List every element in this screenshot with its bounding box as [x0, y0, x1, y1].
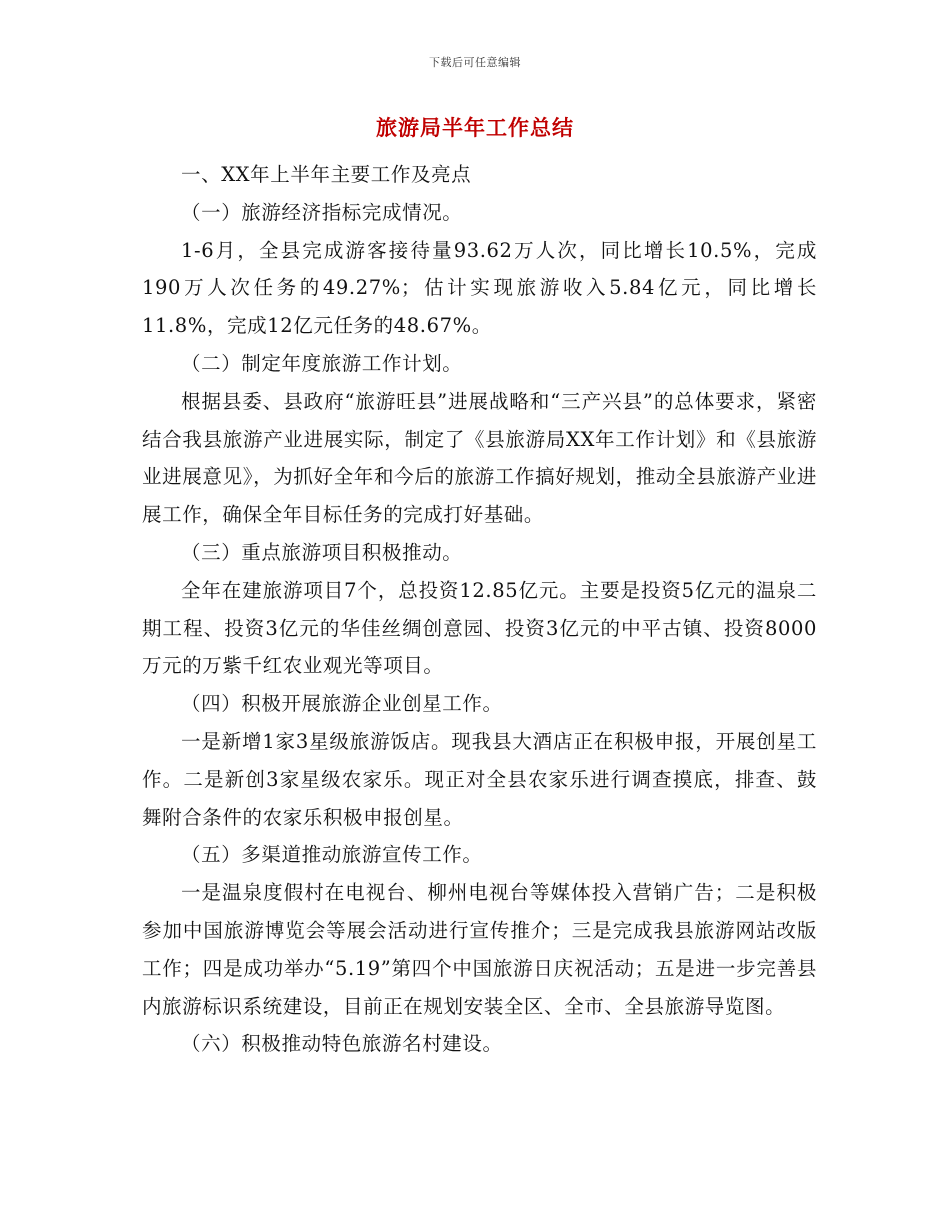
body-paragraph: 根据县委、县政府“旅游旺县”进展战略和“三产兴县”的总体要求，紧密结合我县旅游产业进展实际，制定了《县旅游局XX年工作计划》和《县旅游业进展意见》，为抓好全年和今后的旅游工作搞好规划，推动全县旅游产业进展工作，确保全年目标任务的完成打好基础。: [142, 389, 817, 527]
body-paragraph: 1-6月，全县完成游客接待量93.62万人次，同比增长10.5%，完成190万人次任务的49.27%；估计实现旅游收入5.84亿元，同比增长11.8%，完成12亿元任务的48.67%。: [142, 238, 817, 338]
subsection-heading: （六）积极推动特色旅游名村建设。: [181, 1032, 503, 1056]
document-body: [142, 156, 817, 1063]
body-paragraph: 全年在建旅游项目7个，总投资12.85亿元。主要是投资5亿元的温泉二期工程、投资3亿元的华佳丝绸创意园、投资3亿元的中平古镇、投资8000万元的万紫千红农业观光等项目。: [142, 578, 817, 678]
subsection-heading: （二）制定年度旅游工作计划。: [181, 351, 463, 375]
body-paragraph: 一是新增1家3星级旅游饭店。现我县大酒店正在积极申报，开展创星工作。二是新创3家星级农家乐。现正对全县农家乐进行调查摸底，排查、鼓舞附合条件的农家乐积极申报创星。: [142, 729, 817, 829]
document-title: 旅游局半年工作总结: [376, 116, 574, 140]
subsection-heading: （四）积极开展旅游企业创星工作。: [181, 692, 503, 716]
body-paragraph: 一是温泉度假村在电视台、柳州电视台等媒体投入营销广告；二是积极参加中国旅游博览会等展会活动进行宣传推介；三是完成我县旅游网站改版工作；四是成功举办“5.19”第四个中国旅游日庆祝活动；五是进一步完善县内旅游标识系统建设，目前正在规划安装全区、全市、全县旅游导览图。: [142, 881, 817, 1018]
header-note: 下载后可任意编辑: [429, 56, 521, 69]
subsection-heading: （五）多渠道推动旅游宣传工作。: [181, 843, 483, 867]
section-heading: 一、XX年上半年主要工作及亮点: [181, 163, 472, 186]
subsection-heading: （三）重点旅游项目积极推动。: [181, 540, 463, 564]
subsection-heading: （一）旅游经济指标完成情况。: [181, 200, 463, 224]
